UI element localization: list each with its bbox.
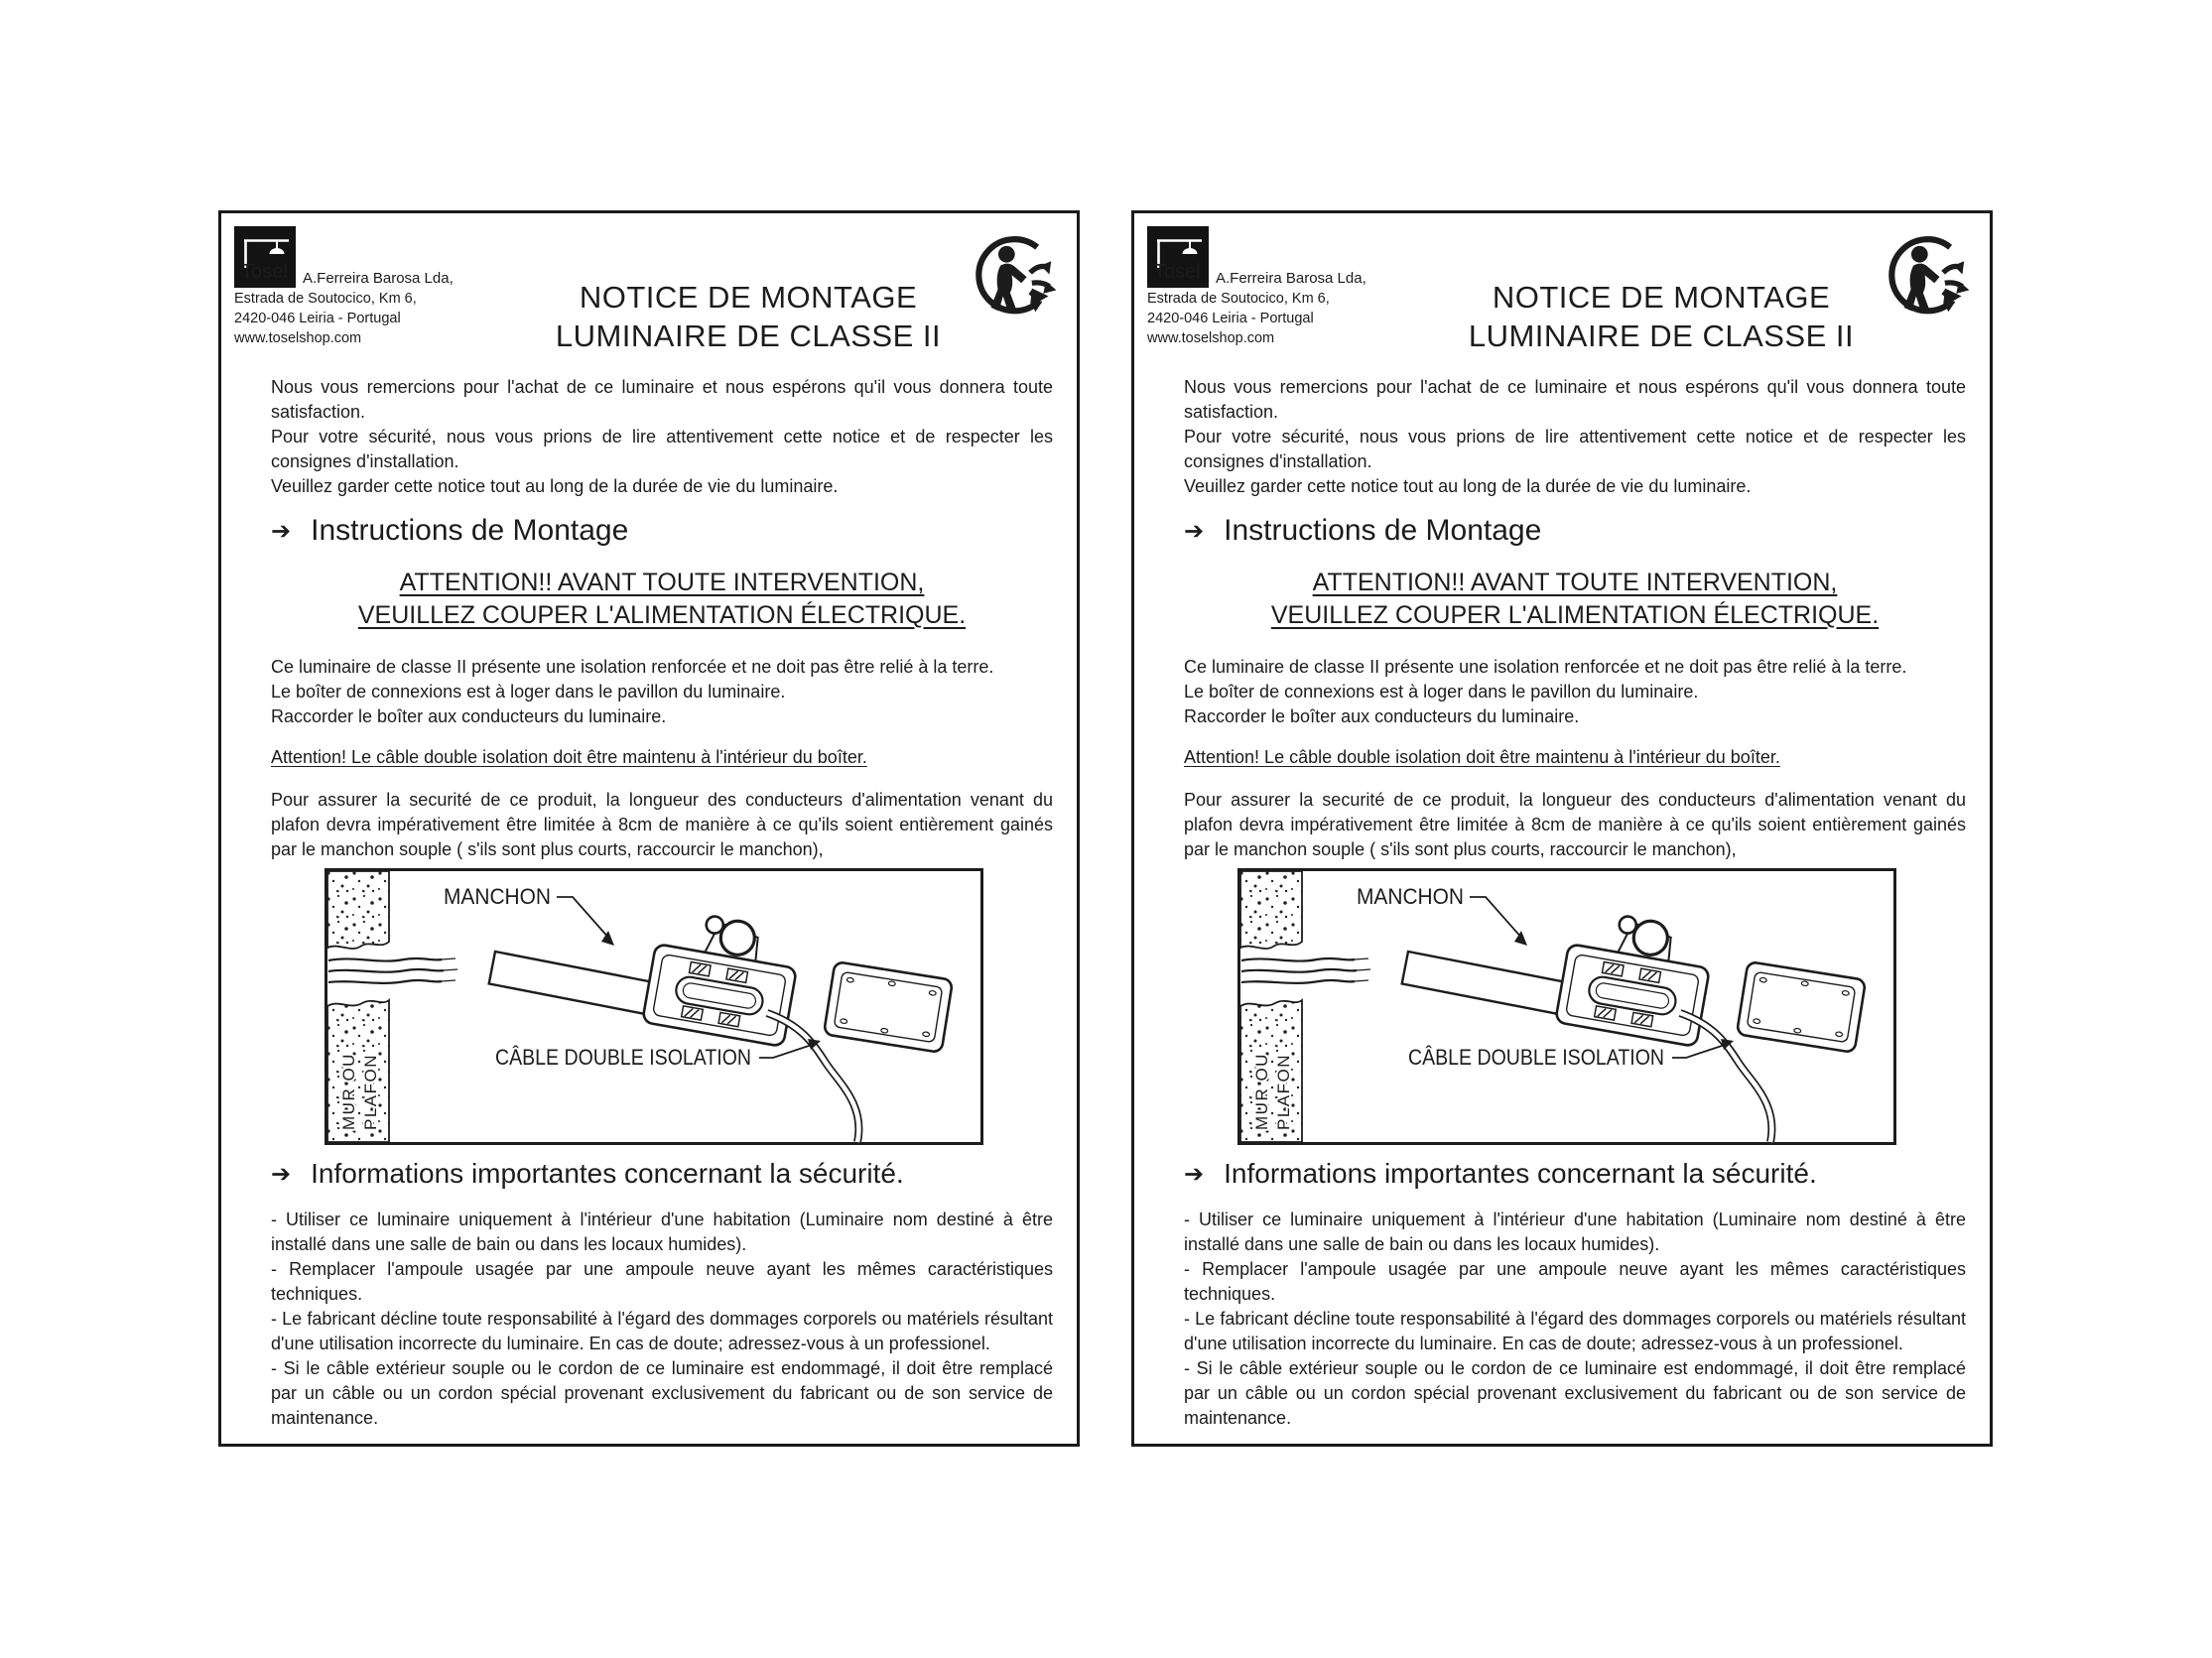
wall-upper	[1240, 871, 1302, 949]
company-address-line2: 2420-046 Leiria - Portugal	[1147, 311, 1314, 326]
triman-recycling-icon	[1886, 226, 1977, 355]
heading-informations-securite	[1184, 1157, 1966, 1191]
company-name: A.Ferreira Barosa Lda,	[303, 270, 454, 287]
manchon-label: MANCHON	[1357, 884, 1464, 909]
company-address-line2: 2420-046 Leiria - Portugal	[234, 311, 401, 326]
safety-point: - Remplacer l'ampoule usagée par une ampoule neuve ayant les mêmes caractéristiques techniques.	[1184, 1259, 1966, 1304]
page-header	[234, 226, 1064, 355]
document-title	[1437, 226, 1886, 355]
wall-label-line1: MUR OU	[1252, 1053, 1271, 1130]
conductor-length-note: Pour assurer la securité de ce produit, la longueur des conducteurs d'alimentation venant du plafon devra impérativement être limitée à 8cm de manière à ce qu'ils soient entièrement gainés par le manchon souple ( s'ils sont plus courts, raccourcir le manchon),	[1184, 790, 1966, 859]
wall-label-line1: MUR OU	[339, 1053, 358, 1130]
intro-p2: Pour votre sécurité, nous vous prions de lire attentivement cette notice et de respecter les consignes d'installation.	[271, 427, 1053, 471]
company-website: www.toselshop.com	[234, 330, 362, 346]
intro-p3: Veuillez garder cette notice tout au long de la durée de vie du luminaire.	[1184, 476, 1752, 496]
brand-block	[1147, 226, 1437, 355]
company-address-line1: Estrada de Soutocico, Km 6,	[1147, 291, 1330, 307]
title-line1: NOTICE DE MONTAGE	[1492, 280, 1831, 315]
safety-point: - Utiliser ce luminaire uniquement à l'intérieur d'une habitation (Luminaire nom destiné à être installé dans une salle de bain ou dans les locaux humides).	[271, 1210, 1053, 1254]
safety-point: - Le fabricant décline toute responsabilité à l'égard des dommages corporels ou matériels résultant d'une utilisation incorrecte du luminaire. En cas de doute; adressez-vous à un professionel.	[1184, 1309, 1966, 1353]
cable-label: CÂBLE DOUBLE ISOLATION	[1408, 1045, 1664, 1070]
power-warning	[1184, 567, 1966, 632]
wall-label-line2: PLAFON	[1274, 1053, 1293, 1130]
cable-attention-note: Attention! Le câble double isolation doit être maintenu à l'intérieur du boîter.	[271, 747, 867, 767]
power-warning	[271, 567, 1053, 632]
conductor-length-note: Pour assurer la securité de ce produit, la longueur des conducteurs d'alimentation venant du plafon devra impérativement être limitée à 8cm de manière à ce qu'ils soient entièrement gainés par le manchon souple ( s'ils sont plus courts, raccourcir le manchon),	[271, 790, 1053, 859]
tosel-logo-icon	[1147, 226, 1209, 288]
safety-point: - Le fabricant décline toute responsabilité à l'égard des dommages corporels ou matériels résultant d'une utilisation incorrecte du luminaire. En cas de doute; adressez-vous à un professionel.	[271, 1309, 1053, 1353]
brand-block	[234, 226, 524, 355]
page-content	[1134, 375, 1990, 1431]
arrow-icon: ➔	[271, 518, 292, 545]
page-header	[1147, 226, 1977, 355]
safety-point: - Remplacer l'ampoule usagée par une ampoule neuve ayant les mêmes caractéristiques techniques.	[271, 1259, 1053, 1304]
class2-line3: Raccorder le boîter aux conducteurs du luminaire.	[271, 706, 667, 726]
notice-page	[218, 210, 1080, 1447]
class2-line1: Ce luminaire de classe II présente une isolation renforcée et ne doit pas être relié à la terre.	[1184, 657, 1907, 677]
class2-info	[1184, 655, 1966, 729]
safety-point: - Si le câble extérieur souple ou le cordon de ce luminaire est endommagé, il doit être remplacé par un câble ou un cordon spécial provenant exclusivement du fabricant ou de son service de maintenance.	[1184, 1358, 1966, 1428]
heading-text: Instructions de Montage	[1224, 514, 1542, 547]
company-website: www.toselshop.com	[1147, 330, 1275, 346]
class2-line1: Ce luminaire de classe II présente une isolation renforcée et ne doit pas être relié à la terre.	[271, 657, 994, 677]
cable-attention-note: Attention! Le câble double isolation doit être maintenu à l'intérieur du boîter.	[1184, 747, 1780, 767]
title-line2: LUMINAIRE DE CLASSE II	[1468, 319, 1855, 353]
heading-text: Instructions de Montage	[311, 514, 629, 547]
wall-upper	[327, 871, 389, 949]
heading-instructions-montage	[271, 513, 1053, 549]
logo-wordmark: Tosel	[1154, 261, 1201, 283]
tosel-logo-icon	[234, 226, 296, 288]
class2-info	[271, 655, 1053, 729]
manchon-label: MANCHON	[444, 884, 551, 909]
intro-paragraphs	[271, 375, 1053, 499]
company-name: A.Ferreira Barosa Lda,	[1216, 270, 1366, 287]
safety-points	[271, 1208, 1053, 1431]
mounting-diagram	[1237, 868, 1896, 1145]
arrow-icon: ➔	[1184, 518, 1205, 545]
warning-line1: ATTENTION!! AVANT TOUTE INTERVENTION,	[399, 569, 925, 596]
intro-p1: Nous vous remercions pour l'achat de ce luminaire et nous espérons qu'il vous donnera toute satisfaction.	[271, 377, 1053, 422]
arrow-icon: ➔	[1184, 1161, 1205, 1188]
intro-p3: Veuillez garder cette notice tout au long de la durée de vie du luminaire.	[271, 476, 839, 496]
notice-page	[1131, 210, 1993, 1447]
title-line1: NOTICE DE MONTAGE	[579, 280, 918, 315]
warning-line2: VEUILLEZ COUPER L'ALIMENTATION ÉLECTRIQUE.	[1270, 601, 1880, 629]
safety-point: - Utiliser ce luminaire uniquement à l'intérieur d'une habitation (Luminaire nom destiné à être installé dans une salle de bain ou dans les locaux humides).	[1184, 1210, 1966, 1254]
arrow-icon: ➔	[271, 1161, 292, 1188]
document-title	[524, 226, 973, 355]
page-content	[221, 375, 1077, 1431]
heading-instructions-montage	[1184, 513, 1966, 549]
class2-line2: Le boîter de connexions est à loger dans le pavillon du luminaire.	[1184, 682, 1699, 701]
heading-text: Informations importantes concernant la sécurité.	[1224, 1158, 1817, 1189]
class2-line2: Le boîter de connexions est à loger dans le pavillon du luminaire.	[271, 682, 786, 701]
intro-paragraphs	[1184, 375, 1966, 499]
intro-p1: Nous vous remercions pour l'achat de ce luminaire et nous espérons qu'il vous donnera toute satisfaction.	[1184, 377, 1966, 422]
title-line2: LUMINAIRE DE CLASSE II	[555, 319, 942, 353]
class2-line3: Raccorder le boîter aux conducteurs du luminaire.	[1184, 706, 1580, 726]
triman-recycling-icon	[973, 226, 1064, 355]
intro-p2: Pour votre sécurité, nous vous prions de lire attentivement cette notice et de respecter les consignes d'installation.	[1184, 427, 1966, 471]
cable-label: CÂBLE DOUBLE ISOLATION	[495, 1045, 751, 1070]
warning-line1: ATTENTION!! AVANT TOUTE INTERVENTION,	[1312, 569, 1838, 596]
logo-wordmark: Tosel	[241, 261, 288, 283]
safety-point: - Si le câble extérieur souple ou le cordon de ce luminaire est endommagé, il doit être remplacé par un câble ou un cordon spécial provenant exclusivement du fabricant ou de son service de maintenance.	[271, 1358, 1053, 1428]
heading-text: Informations importantes concernant la sécurité.	[311, 1158, 904, 1189]
heading-informations-securite	[271, 1157, 1053, 1191]
safety-points	[1184, 1208, 1966, 1431]
mounting-diagram	[325, 868, 983, 1145]
company-address-line1: Estrada de Soutocico, Km 6,	[234, 291, 417, 307]
warning-line2: VEUILLEZ COUPER L'ALIMENTATION ÉLECTRIQUE.	[357, 601, 967, 629]
wall-label-line2: PLAFON	[361, 1053, 380, 1130]
